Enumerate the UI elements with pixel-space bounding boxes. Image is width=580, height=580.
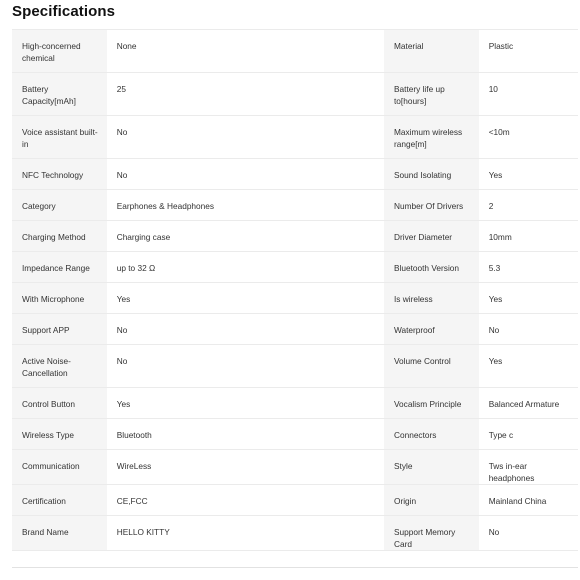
spec-label-cell xyxy=(384,516,479,551)
spec-value: No xyxy=(116,325,128,335)
spec-value: Plastic xyxy=(488,41,514,51)
spec-value-cell xyxy=(107,419,384,450)
spec-value: <10m xyxy=(488,127,510,137)
spec-value: No xyxy=(488,527,500,537)
spec-label-cell xyxy=(384,252,479,283)
spec-label-cell xyxy=(12,345,107,388)
spec-label-cell xyxy=(384,388,479,419)
spec-value-cell xyxy=(479,73,578,116)
spec-value-cell xyxy=(107,283,384,314)
spec-value: 5.3 xyxy=(488,263,501,273)
spec-label: Origin xyxy=(393,496,417,506)
spec-value: 2 xyxy=(488,201,494,211)
spec-value-cell xyxy=(479,345,578,388)
spec-value: Tws in-ear headphones xyxy=(488,461,535,483)
spec-row xyxy=(12,30,578,73)
spec-value: Earphones & Headphones xyxy=(116,201,215,211)
spec-label-cell xyxy=(384,116,479,159)
spec-value-cell xyxy=(107,73,384,116)
spec-row xyxy=(12,221,578,252)
spec-label: Impedance Range xyxy=(22,263,90,273)
spec-label-cell xyxy=(12,190,107,221)
spec-row xyxy=(12,314,578,345)
spec-label: Sound Isolating xyxy=(393,170,452,180)
spec-value-cell xyxy=(107,314,384,345)
spec-value-cell xyxy=(479,485,578,516)
spec-value: Yes xyxy=(116,399,131,409)
spec-value: Yes xyxy=(488,356,503,366)
spec-label: Active Noise-Cancellation xyxy=(22,356,71,378)
spec-label-cell xyxy=(384,345,479,388)
spec-label-cell xyxy=(384,159,479,190)
spec-value: HELLO KITTY xyxy=(116,527,170,537)
spec-label: Voice assistant built-in xyxy=(22,127,98,149)
spec-label: Volume Control xyxy=(393,356,451,366)
spec-value: Type c xyxy=(488,430,514,440)
spec-value-cell xyxy=(479,419,578,450)
spec-value: Yes xyxy=(488,294,503,304)
spec-value-cell xyxy=(479,30,578,73)
spec-row xyxy=(12,388,578,419)
spec-label: High-concerned chemical xyxy=(22,41,81,63)
spec-value-cell xyxy=(479,314,578,345)
spec-label: Category xyxy=(22,201,56,211)
spec-label-cell xyxy=(384,221,479,252)
spec-label-cell xyxy=(12,30,107,73)
spec-label-cell xyxy=(12,485,107,516)
spec-value: 10 xyxy=(488,84,498,94)
spec-row xyxy=(12,159,578,190)
spec-label-cell xyxy=(384,314,479,345)
spec-label-cell xyxy=(12,116,107,159)
spec-label: Battery Capacity[mAh] xyxy=(22,84,76,106)
spec-label: Waterproof xyxy=(393,325,435,335)
spec-row xyxy=(12,345,578,388)
spec-label-cell xyxy=(12,388,107,419)
spec-value-cell xyxy=(107,190,384,221)
spec-row xyxy=(12,116,578,159)
spec-value-cell xyxy=(107,388,384,419)
spec-value-cell xyxy=(107,485,384,516)
spec-value-cell xyxy=(107,516,384,551)
spec-value-cell xyxy=(107,450,384,485)
spec-value: WireLess xyxy=(116,461,152,471)
spec-label: Material xyxy=(393,41,424,51)
spec-label: NFC Technology xyxy=(22,170,84,180)
spec-label: Support APP xyxy=(22,325,70,335)
spec-value: Balanced Armature xyxy=(488,399,560,409)
spec-label-cell xyxy=(12,159,107,190)
spec-value: Yes xyxy=(116,294,131,304)
spec-value-cell xyxy=(479,190,578,221)
spec-label: Vocalism Principle xyxy=(393,399,462,409)
spec-label: Control Button xyxy=(22,399,76,409)
page-title: Specifications xyxy=(12,3,116,20)
spec-label: Communication xyxy=(22,461,80,471)
spec-row xyxy=(12,190,578,221)
spec-value: Bluetooth xyxy=(116,430,152,440)
specifications-table-body xyxy=(12,30,578,551)
spec-label-cell xyxy=(12,314,107,345)
spec-label: Support Memory Card xyxy=(393,527,456,549)
spec-row xyxy=(12,516,578,551)
spec-label: With Microphone xyxy=(22,294,85,304)
spec-value: Yes xyxy=(488,170,503,180)
spec-value-cell xyxy=(107,159,384,190)
spec-value: up to 32 Ω xyxy=(116,263,156,273)
spec-label-cell xyxy=(12,450,107,485)
spec-row xyxy=(12,73,578,116)
spec-label-cell xyxy=(12,73,107,116)
bottom-divider xyxy=(12,567,578,568)
spec-label-cell xyxy=(12,516,107,551)
spec-value: CE,FCC xyxy=(116,496,148,506)
spec-label-cell xyxy=(384,30,479,73)
spec-row xyxy=(12,450,578,485)
spec-label-cell xyxy=(384,283,479,314)
spec-value: None xyxy=(116,41,137,51)
spec-label: Bluetooth Version xyxy=(393,263,460,273)
spec-label-cell xyxy=(384,485,479,516)
spec-row xyxy=(12,252,578,283)
spec-value-cell xyxy=(479,159,578,190)
spec-label-cell xyxy=(384,419,479,450)
spec-value-cell xyxy=(479,252,578,283)
spec-value: No xyxy=(116,170,128,180)
spec-label: Brand Name xyxy=(22,527,69,537)
spec-label-cell xyxy=(12,252,107,283)
spec-value-cell xyxy=(107,252,384,283)
spec-value: No xyxy=(116,127,128,137)
spec-label: Style xyxy=(393,461,413,471)
spec-label-cell xyxy=(384,73,479,116)
spec-label: Driver Diameter xyxy=(393,232,453,242)
spec-row xyxy=(12,283,578,314)
spec-value-cell xyxy=(107,345,384,388)
spec-value: 25 xyxy=(116,84,126,94)
spec-value-cell xyxy=(479,116,578,159)
specifications-table xyxy=(12,29,578,551)
spec-label: Wireless Type xyxy=(22,430,74,440)
spec-row xyxy=(12,419,578,450)
spec-label-cell xyxy=(12,283,107,314)
spec-label: Battery life up to[hours] xyxy=(393,84,445,106)
spec-label-cell xyxy=(12,221,107,252)
spec-value-cell xyxy=(107,116,384,159)
spec-value-cell xyxy=(479,221,578,252)
spec-row xyxy=(12,485,578,516)
spec-value: No xyxy=(116,356,128,366)
spec-value: No xyxy=(488,325,500,335)
spec-value: Charging case xyxy=(116,232,171,242)
spec-label: Maximum wireless range[m] xyxy=(393,127,463,149)
spec-value-cell xyxy=(479,283,578,314)
spec-value-cell xyxy=(479,450,578,485)
spec-value-cell xyxy=(479,388,578,419)
spec-value: 10mm xyxy=(488,232,512,242)
spec-label: Certification xyxy=(22,496,66,506)
spec-label: Is wireless xyxy=(393,294,433,304)
spec-label-cell xyxy=(12,419,107,450)
spec-label-cell xyxy=(384,450,479,485)
spec-value-cell xyxy=(107,221,384,252)
spec-label: Charging Method xyxy=(22,232,86,242)
spec-value: Mainland China xyxy=(488,496,547,506)
spec-value-cell xyxy=(479,516,578,551)
spec-label-cell xyxy=(384,190,479,221)
spec-value-cell xyxy=(107,30,384,73)
spec-label: Connectors xyxy=(393,430,437,440)
spec-label: Number Of Drivers xyxy=(393,201,464,211)
